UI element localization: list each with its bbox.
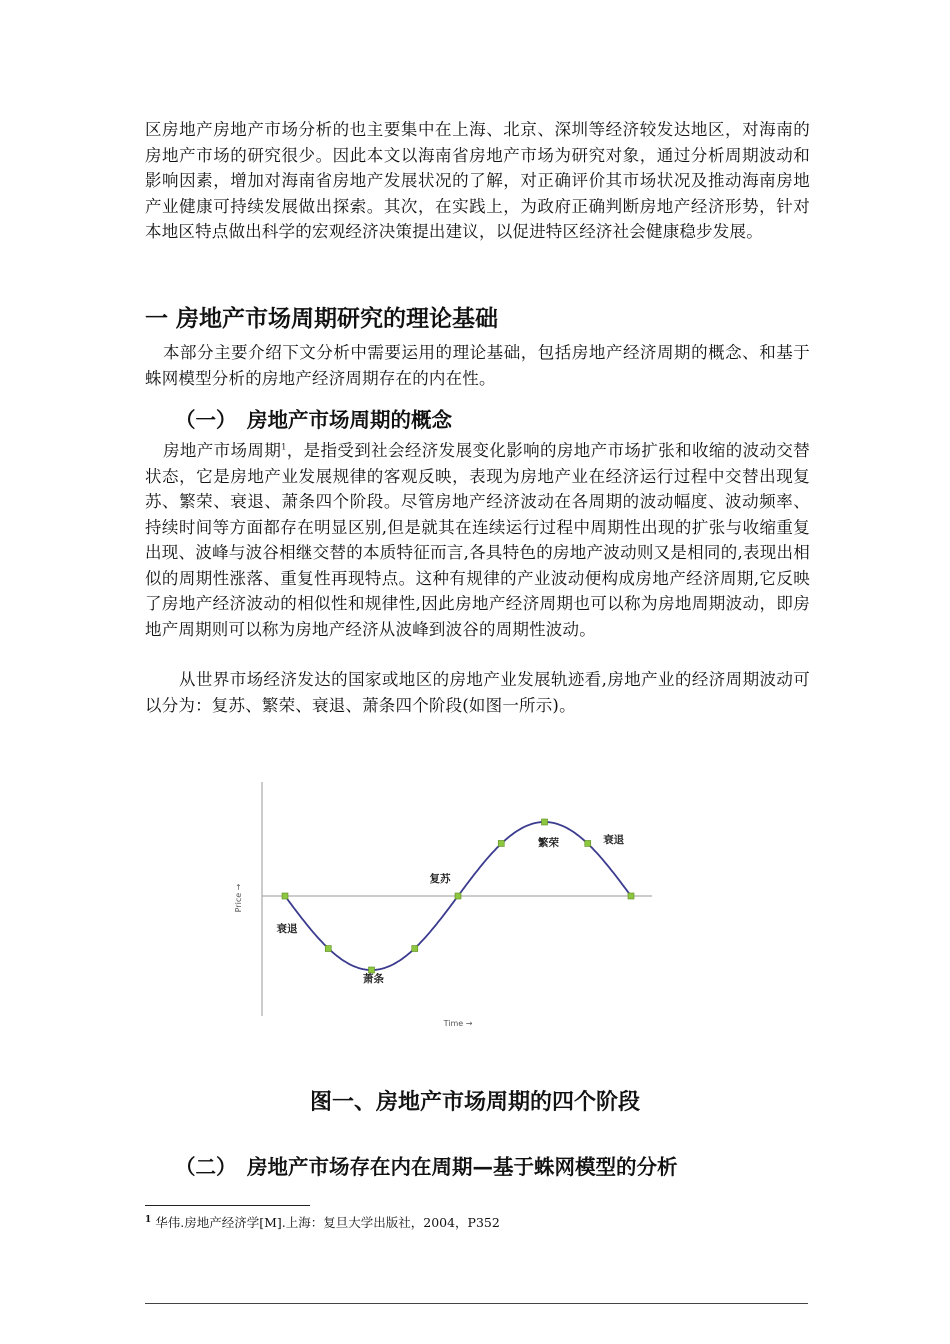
phase-label: 衰退 [276, 923, 298, 935]
phase-label: 衰退 [603, 834, 625, 847]
phases-paragraph: 从世界市场经济发达的国家或地区的房地产业发展轨迹看,房地产业的经济周期波动可以分为：复苏、繁荣、衰退、萧条四个阶段(如图一所示)。 [145, 670, 810, 715]
section-heading: 一 房地产市场周期研究的理论基础 [145, 306, 499, 332]
phase-label: 萧条 [363, 973, 384, 985]
data-point-marker [542, 819, 548, 825]
subsection-number: （一） [175, 408, 237, 432]
subsection-heading-1 [175, 403, 452, 433]
footnote [145, 1213, 500, 1231]
concept-body: ，是指受到社会经济发展变化影响的房地产市场扩张和收缩的波动交替状态，它是房地产业发展规律的客观反映，表现为房地产业在经济运行过程中交替出现复苏、繁荣、衰退、萧条四个阶段。尽管房地产经济波动在各周期的波动幅度、波动频率、持续时间等方面都存在明显区别,但是就其在连续运行过程中周期性出现的扩张与收缩重复出现、波峰与波谷相继交替的本质特征而言,各具特色的房地产波动则又是相同的,表现出相似的周期性涨落、重复性再现特点。这种有规律的产业波动便构成房地产经济周期,它反映了房地产经济波动的相似性和规律性,因此房地产经济周期也可以称为房地周期波动，即房地产周期则可以称为房地产经济从波峰到波谷的周期性波动。 [145, 441, 811, 639]
footnote-text: 华伟.房地产经济学[M].上海：复旦大学出版社，2004，P352 [151, 1215, 500, 1230]
subsection-title-2: 房地产市场存在内在周期—基于蛛网模型的分析 [247, 1155, 678, 1179]
page-bottom-rule [145, 1303, 808, 1304]
footnote-rule [145, 1205, 310, 1206]
section-intro-paragraph: 本部分主要介绍下文分析中需要运用的理论基础，包括房地产经济周期的概念、和基于蛛网模型分析的房地产经济周期存在的内在性。 [145, 343, 810, 388]
data-point-marker [455, 893, 461, 899]
cycle-chart [0, 770, 950, 1070]
footnote-ref: 1 [281, 442, 287, 452]
figure-caption: 图一、房地产市场周期的四个阶段 [309, 1090, 640, 1115]
concept-paragraph [145, 438, 810, 642]
footnote-marker: 1 [145, 1214, 152, 1225]
x-axis-label: Time → [443, 1019, 473, 1028]
data-point-marker [325, 946, 331, 952]
subsection-title: 房地产市场周期的概念 [247, 408, 452, 432]
concept-lead: 房地产市场周期 [163, 441, 282, 460]
subsection-number-2: （二） [175, 1155, 237, 1179]
data-point-marker [585, 840, 591, 846]
data-point-marker [282, 893, 288, 899]
subsection-heading-2 [175, 1150, 678, 1180]
y-axis-label: Price → [234, 883, 243, 913]
intro-paragraph: 区房地产房地产市场分析的也主要集中在上海、北京、深圳等经济较发达地区，对海南的房地产市场的研究很少。因此本文以海南省房地产市场为研究对象，通过分析周期波动和影响因素，增加对海南省房地产发展状况的了解，对正确评价其市场状况及推动海南房地产业健康可持续发展做出探索。其次，在实践上，为政府正确判断房地产经济形势，针对本地区特点做出科学的宏观经济决策提出建议，以促进特区经济社会健康稳步发展。 [145, 120, 810, 241]
data-point-marker [498, 840, 504, 846]
phase-label: 复苏 [429, 873, 451, 885]
phase-label: 繁荣 [538, 837, 559, 849]
data-point-marker [412, 946, 418, 952]
data-point-marker [628, 893, 634, 899]
